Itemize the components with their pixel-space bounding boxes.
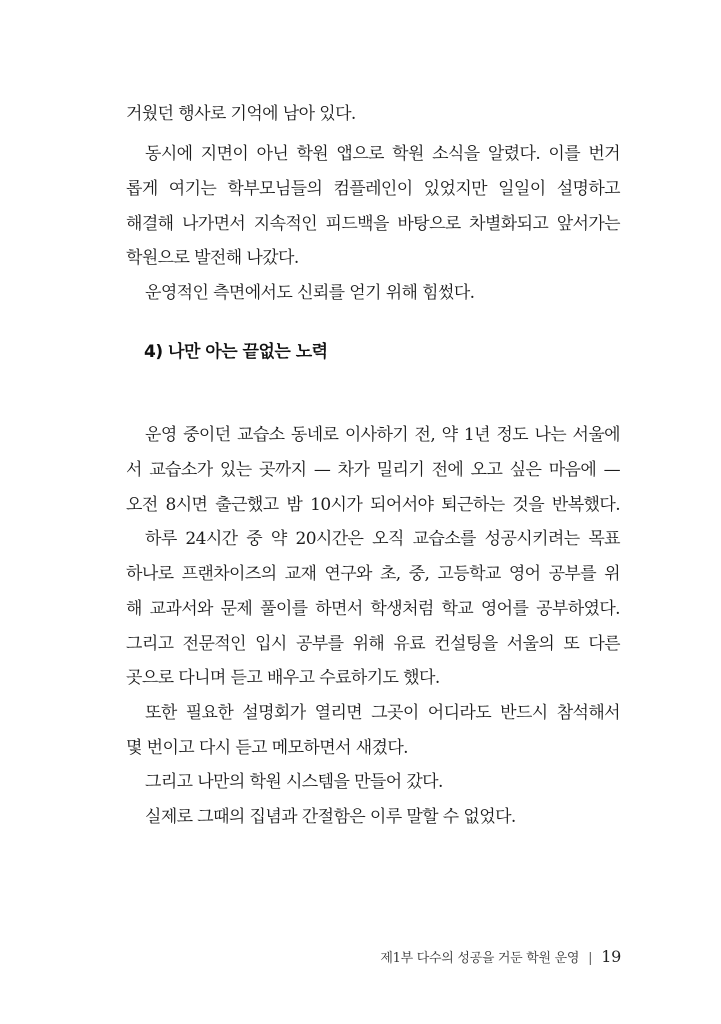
paragraph-line: 학원으로 발전해 나갔다. — [126, 248, 299, 268]
running-title: 제1부 다수의 성공을 거둔 학원 운영 — [380, 951, 580, 966]
paragraph-line: 몇 번이고 다시 듣고 메모하면서 새겼다. — [126, 738, 408, 758]
paragraph-line: 해 교과서와 문제 풀이를 하면서 학생처럼 학교 영어를 공부하였다. — [126, 599, 620, 619]
paragraph-line: 동시에 지면이 아닌 학원 앱으로 학원 소식을 알렸다. 이를 번거 — [145, 144, 620, 164]
section-heading: 4) 나만 아는 끝없는 노력 — [144, 342, 328, 362]
paragraph-line: 거웠던 행사로 기억에 남아 있다. — [126, 104, 356, 124]
paragraph-line: 하나로 프랜차이즈의 교재 연구와 초, 중, 고등학교 영어 공부를 위 — [126, 564, 620, 584]
paragraph-line: 곳으로 다니며 듣고 배우고 수료하기도 했다. — [126, 668, 440, 688]
paragraph-line: 오전 8시면 출근했고 밤 10시가 되어서야 퇴근하는 것을 반복했다. — [126, 495, 620, 515]
paragraph-line: 운영 중이던 교습소 동네로 이사하기 전, 약 1년 정도 나는 서울에 — [145, 425, 620, 445]
paragraph-line: 롭게 여기는 학부모님들의 컴플레인이 있었지만 일일이 설명하고 — [126, 179, 620, 199]
footer-separator: | — [588, 951, 593, 966]
page-footer — [380, 946, 621, 970]
paragraph-line: 운영적인 측면에서도 신뢰를 얻기 위해 힘썼다. — [145, 283, 475, 303]
page-number: 19 — [601, 947, 621, 966]
paragraph-line: 또한 필요한 설명회가 열리면 그곳이 어디라도 반드시 참석해서 — [145, 703, 620, 723]
paragraph-line: 그리고 전문적인 입시 공부를 위해 유료 컨설팅을 서울의 또 다른 — [126, 634, 620, 654]
paragraph-line: 서 교습소가 있는 곳까지 — 차가 밀리기 전에 오고 싶은 마음에 — — [126, 460, 620, 480]
paragraph-line: 하루 24시간 중 약 20시간은 오직 교습소를 성공시키려는 목표 — [145, 529, 620, 549]
paragraph-line: 해결해 나가면서 지속적인 피드백을 바탕으로 차별화되고 앞서가는 — [126, 214, 620, 234]
paragraph-line: 그리고 나만의 학원 시스템을 만들어 갔다. — [145, 772, 443, 792]
paragraph-line: 실제로 그때의 집념과 간절함은 이루 말할 수 없었다. — [145, 807, 516, 827]
